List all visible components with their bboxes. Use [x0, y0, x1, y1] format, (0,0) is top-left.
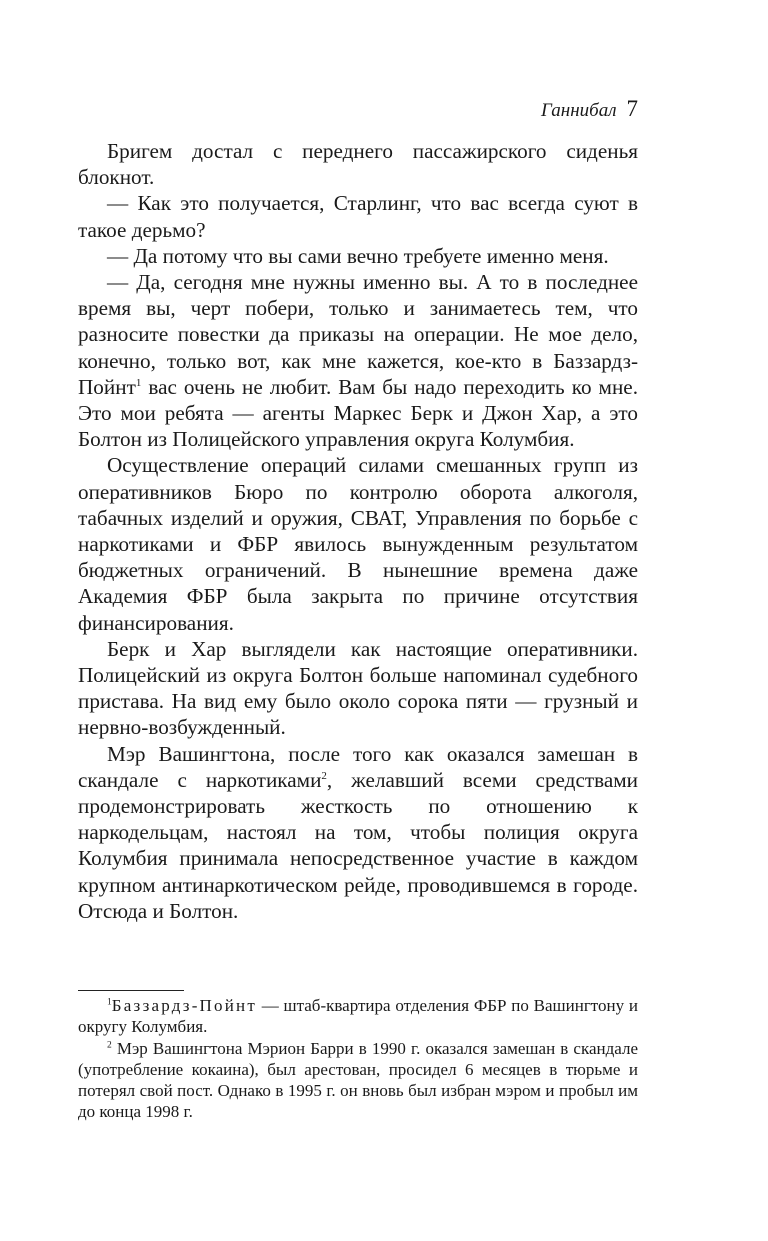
running-header	[541, 96, 638, 124]
paragraph: — Да потому что вы сами вечно требуете именно меня.	[107, 243, 609, 268]
footnotes	[78, 995, 638, 1123]
footnote-term: Баззардз-Пойнт	[111, 996, 257, 1015]
page-number: 7	[626, 96, 638, 121]
footnote-divider	[78, 990, 184, 991]
footnote-ref-2[interactable]: 2	[321, 769, 327, 782]
footnote-text: Мэр Вашингтона Мэрион Барри в 1990 г. оказался замешан в скандале (употребление кокаина), был арестован, просидел 6 месяцев в тюрьме и потерял свой пост. Однако в 1995 г. он вновь был избран мэром и пробыл им до конца 1998 г.	[78, 1038, 638, 1122]
paragraph: — Как это получается, Старлинг, что вас всегда суют в такое дерьмо?	[78, 191, 638, 242]
footnote-text: — штаб-квартира отделения ФБР по Вашингтону и округу Колумбия.	[78, 996, 638, 1037]
footnote-marker: 1	[107, 997, 112, 1008]
paragraph-text: — Да, сегодня мне нужны именно вы. А то в последнее время вы, черт побери, только и занимаетесь тем, что разносите повестки да приказы на операции. Не мое дело, конечно, только вот, как мне кажется, кое-кто в Баззардз-Пойнт	[78, 270, 638, 399]
paragraph: Осуществление операций силами смешанных групп из оперативников Бюро по контролю оборота алкоголя, табачных изделий и оружия, СВАТ, Управления по борьбе с наркотиками и ФБР явилось вынужденным результатом бюджетных ограничений. В нынешние времена даже Академия ФБР была закрыта по причине отсутствия финансирования.	[78, 453, 638, 635]
footnote-marker: 2	[107, 1039, 112, 1050]
main-text	[78, 138, 638, 924]
paragraph-text: Мэр Вашингтона, после того как оказался замешан в скандале с наркотиками	[78, 741, 638, 792]
footnote-2	[78, 1038, 638, 1123]
running-header-title: Ганнибал	[540, 100, 617, 121]
paragraph	[78, 741, 638, 924]
paragraph-text: , желавший всеми средствами продемонстрировать жесткость по отношению к наркодельцам, настоял на том, чтобы полиция округа Колумбия принимала непосредственное участие в каждом крупном антинаркотическом рейде, проводившемся в городе. Отсюда и Болтон.	[78, 767, 638, 923]
paragraph: Берк и Хар выглядели как настоящие оперативники. Полицейский из округа Болтон больше напоминал судебного пристава. На вид ему было около сорока пяти — грузный и нервно-возбужденный.	[78, 636, 638, 740]
paragraph-text: вас очень не любит. Вам бы надо переходить ко мне. Это мои ребята — агенты Маркес Берк и Джон Хар, а это Болтон из Полицейского управления округа Колумбия.	[78, 374, 638, 452]
footnote-ref-1[interactable]: 1	[135, 376, 142, 389]
paragraph	[78, 269, 638, 452]
footnote-1	[78, 995, 638, 1038]
paragraph: Бригем достал с переднего пассажирского сиденья блокнот.	[78, 139, 638, 190]
